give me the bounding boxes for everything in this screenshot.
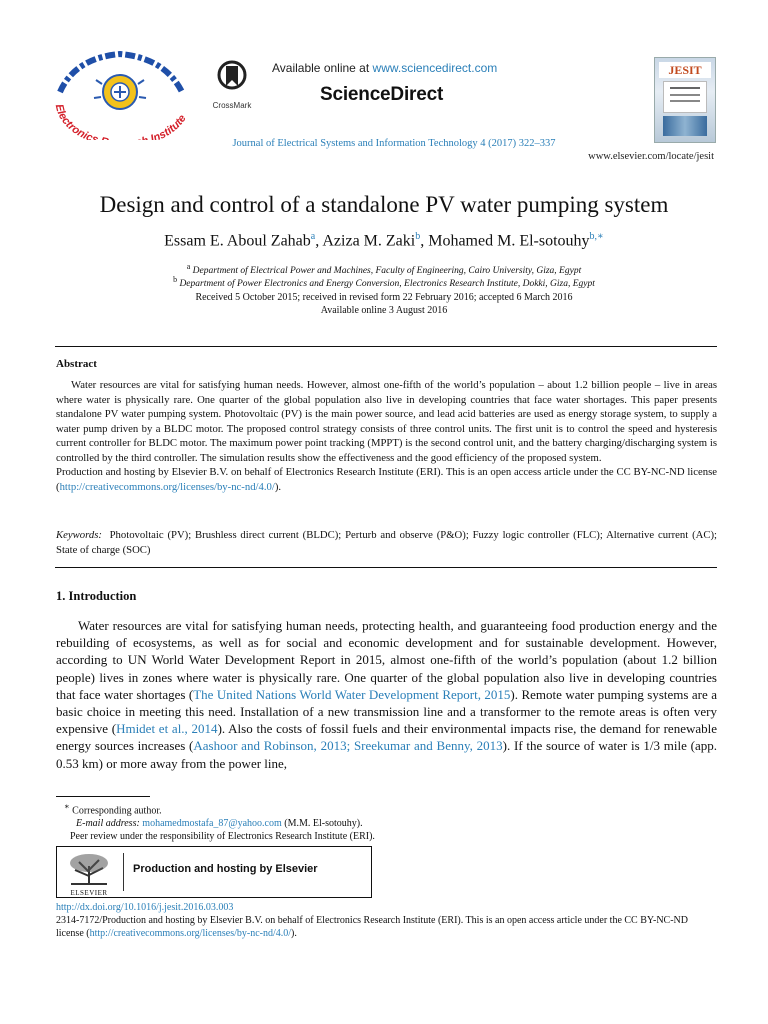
elsevier-hosting-box	[56, 846, 372, 898]
author-name: Aziza M. Zaki	[322, 232, 416, 250]
peer-review-note: Peer review under the responsibility of Electronics Research Institute (ERI).	[70, 831, 375, 843]
journal-cover-title: JESIT	[659, 62, 711, 78]
elsevier-tree-icon	[65, 852, 113, 886]
article-history-dates: Received 5 October 2015; received in revised form 22 February 2016; accepted 6 March 2016	[195, 292, 573, 303]
abstract-license-link[interactable]: http://creativecommons.org/licenses/by-nc-nd/4.0/	[59, 480, 275, 493]
journal-cover-image	[663, 116, 707, 136]
bottom-license-link[interactable]: http://creativecommons.org/licenses/by-nc-nd/4.0/	[89, 928, 292, 939]
bottom-license-note: 2314-7172/Production and hosting by Elsevier B.V. on behalf of Electronics Research Institute (ERI). This is an open access article under the CC BY-NC-ND license (http://creativecommons.org/licenses/by-nc-nd/4.0/).	[56, 915, 688, 939]
citation-link[interactable]: Aashoor and Robinson, 2013; Sreekumar and Benny, 2013	[193, 738, 503, 754]
author-list: Essam E. Aboul Zahab$^a$, Aziza M. Zaki$^b$, Mohamed M. El-sotouhy$^{b,∗}$	[164, 231, 604, 250]
journal-citation-line	[0, 138, 768, 149]
author-affiliation-mark[interactable]: a	[310, 231, 316, 242]
available-online-line	[272, 61, 497, 75]
elsevier-locate-url[interactable]: www.elsevier.com/locate/jesit	[588, 151, 714, 162]
citation-link[interactable]: The United Nations World Water Development Report, 2015	[193, 686, 511, 702]
abstract-body	[56, 378, 717, 494]
journal-cover-panel	[663, 81, 707, 113]
eri-emblem-icon	[30, 40, 210, 140]
eri-logo	[30, 40, 210, 140]
author-affiliation-mark[interactable]: b,∗	[589, 231, 604, 242]
footnotes	[56, 800, 717, 843]
crossmark-label: CrossMark	[212, 101, 252, 110]
section-heading-introduction: 1. Introduction	[56, 589, 137, 603]
crossmark-icon	[217, 60, 247, 94]
journal-citation[interactable]: Journal of Electrical Systems and Information Technology 4 (2017) 322–337	[232, 138, 556, 149]
sciencedirect-url-link[interactable]: www.sciencedirect.com	[372, 61, 498, 75]
affiliation-a: $^a$ Department of Electrical Power and Machines, Faculty of Engineering, Cairo University, Giza, Egypt	[186, 262, 582, 277]
corresponding-author-note: ∗ Corresponding author.	[64, 802, 162, 817]
available-online-prefix: Available online at	[272, 61, 373, 75]
eri-logo-text: Electronics Institute	[52, 103, 189, 140]
elsevier-box-text: Production and hosting by Elsevier	[133, 863, 318, 875]
email-note: E-mail address: mohamedmostafa_87@yahoo.com (M.M. El-sotouhy).	[76, 818, 363, 830]
author-name: Mohamed M. El-sotouhy	[428, 232, 590, 250]
abstract-heading: Abstract	[56, 358, 97, 370]
introduction-body	[56, 617, 717, 772]
keywords-text: Photovoltaic (PV); Brushless direct current (BLDC); Perturb and observe (P&O); Fuzzy logic controller (FLC); Alternative current (AC); State of charge (SOC)	[56, 529, 718, 556]
elsevier-logo-text: ELSEVIER	[70, 889, 108, 897]
author-name: Essam E. Aboul Zahab	[164, 232, 311, 250]
footnote-rule	[56, 796, 150, 797]
sciencedirect-wordmark: ScienceDirect	[320, 84, 444, 105]
doi-link[interactable]: http://dx.doi.org/10.1016/j.jesit.2016.03.003	[56, 902, 234, 913]
abstract-bottom-rule	[55, 567, 717, 568]
author-email-link[interactable]: mohamedmostafa_87@yahoo.com	[142, 818, 282, 830]
abstract-text: Water resources are vital for satisfying human needs. However, almost one-fifth of the world’s population – about 1.2 billion people – live in areas where water is physically rare. One quarter of the global population also live in developing countries that face water shortages. This paper presents standalone PV water pumping system. Photovoltaic (PV) is the main power source, and lead acid batteries are used as energy storage system, to supply a water pump driven by a BLDC motor. The proposed control strategy consists of three control units. The first unit is to control the speed and hysteresis current controller for BLDC motor. The maximum power point tracking (MPPT) is the second control unit, and the battery charging/discharging system is controlled by the third controller. The simulation results show the effectiveness and the good efficiency of the proposed system.	[56, 379, 717, 464]
elsevier-logo	[65, 852, 113, 897]
bottom-info	[56, 901, 717, 940]
keywords-label: Keywords:	[56, 529, 102, 541]
abstract-hosting-note: Production and hosting by Elsevier B.V. on behalf of Electronics Research Institute (ERI). This is an open access article under the CC BY-NC-ND license (http://creativecommons.org/licenses/by-nc-nd/4.0/).	[56, 466, 717, 493]
abstract-top-rule	[55, 346, 717, 347]
keywords	[56, 528, 717, 557]
available-online-date: Available online 3 August 2016	[320, 305, 448, 316]
elsevier-box-divider	[123, 853, 124, 891]
journal-cover-thumbnail[interactable]	[654, 57, 716, 143]
author-affiliation-mark[interactable]: b	[415, 231, 421, 242]
citation-link[interactable]: Hmidet et al., 2014	[116, 721, 218, 737]
crossmark-badge[interactable]	[212, 60, 252, 112]
article-title: Design and control of a standalone PV water pumping system	[99, 192, 669, 217]
affiliation-b: $^b$ Department of Power Electronics and Energy Conversion, Electronics Research Institute, Dokki, Giza, Egypt	[173, 275, 595, 290]
introduction-paragraph: Water resources are vital for satisfying human needs, protecting health, and guaranteeing food production energy and the rebuilding of ecosystems, as well as for social and economic development and for sustainable development. However, according to UN World Water Development Report in 2015, almost one-fifth of the world’s population (about 1.2 billion people) lives in zones where water is physically rare. One quarter of the global population also live in developing countries that face water shortages (The United Nations World Water Development Report, 2015). Remote water pumping systems are a basic choice in meeting this need. Installation of a new transmission line and a transformer to the remote areas is often very expensive (Hmidet et al., 2014). Also the costs of fossil fuels and their environmental impacts rise, the demand for renewable energy sources increases (Aashoor and Robinson, 2013; Sreekumar and Benny, 2013). If the source of water is 1/3 mile (app. 0.53 km) or more away from the power line,	[56, 618, 718, 771]
